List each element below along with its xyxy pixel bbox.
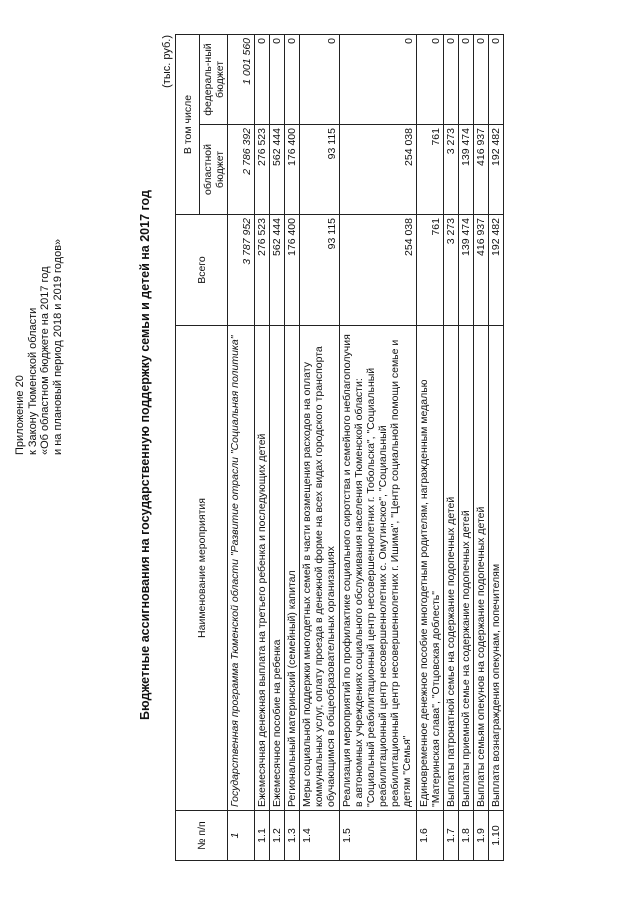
row-name: Выплаты патронатной семье на содержание подопечных детей xyxy=(444,326,459,811)
table-row xyxy=(270,34,285,860)
table-row xyxy=(417,34,444,860)
table-row xyxy=(340,34,417,860)
row-federal: 0 xyxy=(489,34,504,124)
row-federal: 0 xyxy=(474,34,489,124)
row-regional: 562 444 xyxy=(270,125,285,215)
row-federal: 0 xyxy=(340,34,417,124)
row-regional: 139 474 xyxy=(459,125,474,215)
table-row xyxy=(285,34,300,860)
header-name: Наименование мероприятия xyxy=(176,326,228,811)
row-total: 192 482 xyxy=(489,215,504,326)
row-name: Выплата вознаграждения опекунам, попечителям xyxy=(489,326,504,811)
document-title: Бюджетные ассигнования на государственную поддержку семьи и детей на 2017 год xyxy=(138,190,152,720)
row-name: Реализация мероприятий по профилактике социального сиротства и семейного неблагополучия в автономных учреждениях социального обслуживания населения Тюменской области: "Социальный реабилитационный центр несовершеннолетних г. Тобольска", "Социальный реабилитационный центр несовершеннолетних с. Омутинское", "Социальный реабилитационный центр несовершеннолетних г. Ишима", "Центр социальной помощи семье и детям "Семья" xyxy=(340,326,417,811)
row-name: Меры социальной поддержки многодетных семей в части возмещения расходов на оплату коммунальных услуг, оплату проезда в денежной форме на всех видах городского транспорта обучающимся в общеобразовательных организациях xyxy=(300,326,340,811)
table-body xyxy=(228,34,504,860)
row-regional: 93 115 xyxy=(300,125,340,215)
appendix-line: и на плановый период 2018 и 2019 годов» xyxy=(51,238,64,455)
row-num: 1.5 xyxy=(340,811,417,861)
row-total: 254 038 xyxy=(340,215,417,326)
row-regional: 2 786 392 xyxy=(228,125,255,215)
row-federal: 0 xyxy=(444,34,459,124)
appendix-line: к Закону Тюменской области xyxy=(26,307,39,455)
row-total: 3 787 952 xyxy=(228,215,255,326)
row-num: 1.6 xyxy=(417,811,444,861)
appendix-note xyxy=(14,25,64,455)
row-total: 93 115 xyxy=(300,215,340,326)
row-federal: 0 xyxy=(255,34,270,124)
row-regional: 192 482 xyxy=(489,125,504,215)
header-total: Всего xyxy=(176,215,228,326)
row-name: Региональный материнский (семейный) капитал xyxy=(285,326,300,811)
row-num: 1.10 xyxy=(489,811,504,861)
row-num: 1.4 xyxy=(300,811,340,861)
table-row xyxy=(228,34,255,860)
table-row xyxy=(474,34,489,860)
row-name: Выплаты приемной семье на содержание подопечных детей xyxy=(459,326,474,811)
row-federal: 0 xyxy=(285,34,300,124)
row-federal: 0 xyxy=(459,34,474,124)
row-num: 1.1 xyxy=(255,811,270,861)
row-num: 1.8 xyxy=(459,811,474,861)
row-num: 1 xyxy=(228,811,255,861)
table-row xyxy=(459,34,474,860)
row-federal: 1 001 560 xyxy=(228,34,255,124)
row-total: 139 474 xyxy=(459,215,474,326)
row-num: 1.9 xyxy=(474,811,489,861)
header-including: В том числе xyxy=(176,34,200,214)
row-regional: 254 038 xyxy=(340,125,417,215)
table-row xyxy=(489,34,504,860)
row-name: Государственная программа Тюменской области "Развитие отрасли "Социальная политика" xyxy=(228,326,255,811)
table-row xyxy=(300,34,340,860)
row-num: 1.2 xyxy=(270,811,285,861)
row-total: 176 400 xyxy=(285,215,300,326)
row-name: Ежемесячное пособие на ребенка xyxy=(270,326,285,811)
row-total: 416 937 xyxy=(474,215,489,326)
appendix-line: «Об областном бюджете на 2017 год xyxy=(39,266,51,455)
row-federal: 0 xyxy=(270,34,285,124)
table-row xyxy=(444,34,459,860)
header-federal: федераль-ный бюджет xyxy=(200,34,228,124)
row-regional: 176 400 xyxy=(285,125,300,215)
row-federal: 0 xyxy=(417,34,444,124)
row-num: 1.7 xyxy=(444,811,459,861)
header-num: № п/п xyxy=(176,811,228,861)
row-total: 276 523 xyxy=(255,215,270,326)
table-row xyxy=(255,34,270,860)
row-name: Единовременное денежное пособие многодетным родителям, награжденным медалью "Материнская слава", "Отцовская доблесть" xyxy=(417,326,444,811)
row-name: Выплаты семьям опекунов на содержание подопечных детей xyxy=(474,326,489,811)
row-total: 562 444 xyxy=(270,215,285,326)
budget-table xyxy=(175,34,504,861)
row-num: 1.3 xyxy=(285,811,300,861)
row-total: 761 xyxy=(417,215,444,326)
row-regional: 761 xyxy=(417,125,444,215)
units-label: (тыс. руб.) xyxy=(161,35,173,88)
row-regional: 3 273 xyxy=(444,125,459,215)
row-regional: 276 523 xyxy=(255,125,270,215)
appendix-line: Приложение 20 xyxy=(14,375,26,455)
header-regional: областной бюджет xyxy=(200,125,228,215)
row-name: Ежемесячная денежная выплата на третьего ребенка и последующих детей xyxy=(255,326,270,811)
row-total: 3 273 xyxy=(444,215,459,326)
row-regional: 416 937 xyxy=(474,125,489,215)
row-federal: 0 xyxy=(300,34,340,124)
